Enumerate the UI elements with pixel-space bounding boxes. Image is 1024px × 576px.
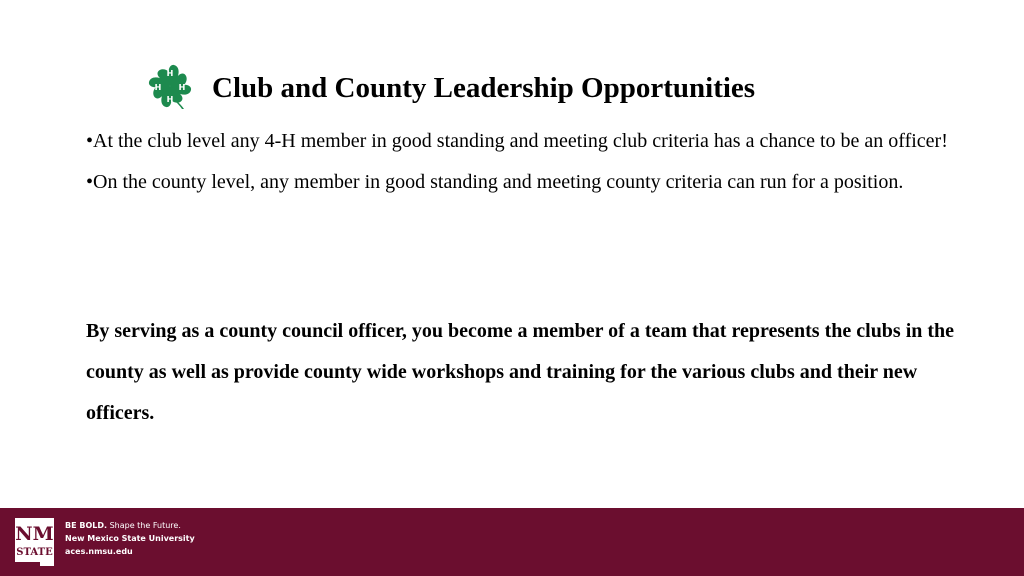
footer-bar [0,508,1024,576]
clover-leaf-letter: H [154,83,162,92]
footer-tagline [65,519,195,532]
tagline-rest: Shape the Future. [109,521,181,530]
footer-website: aces.nmsu.edu [65,547,133,556]
tagline-bold: BE BOLD. [65,521,108,530]
nm-state-logo [13,516,56,570]
four-h-clover-icon [146,62,194,110]
logo-lettering: NM [15,523,54,545]
slide-title: Club and County Leadership Opportunities [212,72,756,104]
bullet-county-level: •On the county level, any member in good standing and meeting county criteria can run for a position. [86,171,904,193]
footer-university: New Mexico State University [65,534,195,543]
logo-lettering: STATE [16,547,53,558]
bullet-list [86,121,966,203]
council-officer-statement: By serving as a county council officer, you become a member of a team that represents the clubs in the county as well as provide county wide workshops and training for the various clubs and their new officers. [86,320,955,424]
clover-leaf-letter: H [166,95,174,104]
bullet-club-level: •At the club level any 4-H member in good standing and meeting club criteria has a chance to be an officer! [86,130,948,152]
clover-leaf-letter: H [178,83,186,92]
clover-leaf-letter: H [166,69,174,78]
footer-text [65,519,195,558]
